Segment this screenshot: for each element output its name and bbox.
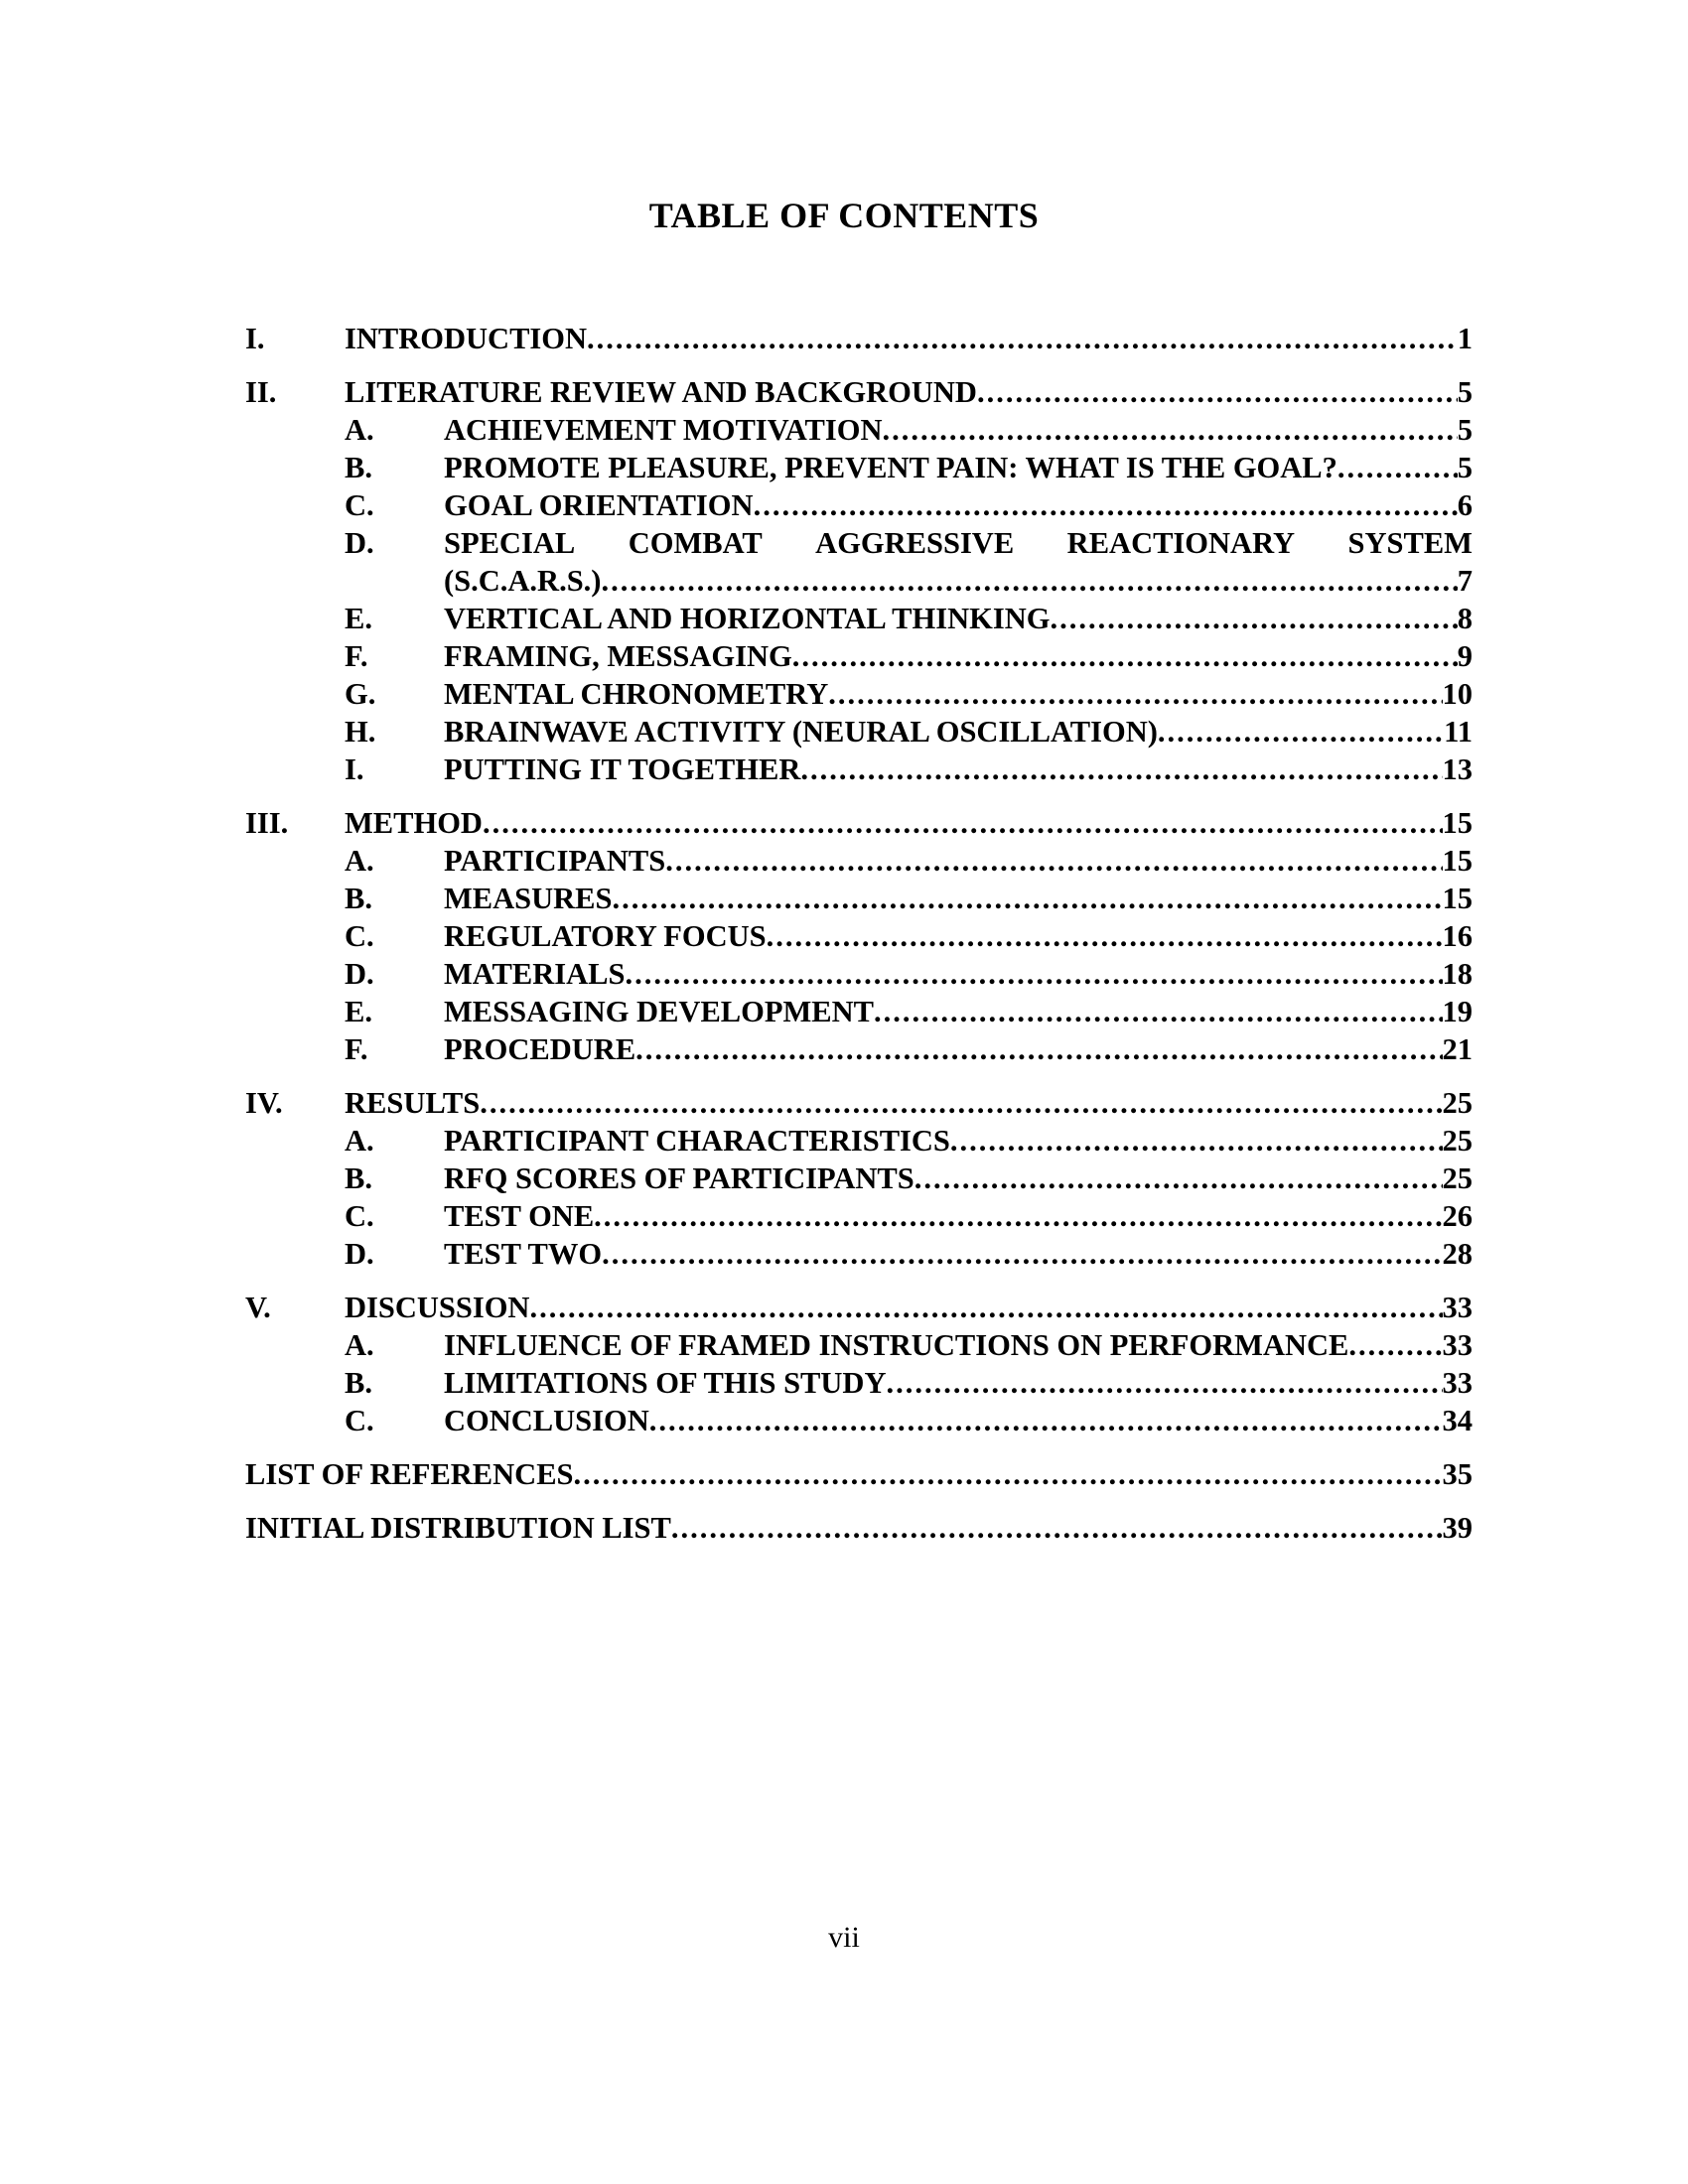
chapter-number: IV. [245,1086,283,1120]
subsection-letter: E. [345,995,372,1028]
toc-back-matter [245,1509,1473,1547]
subsection-page-number: 25 [1442,1161,1473,1195]
toc-subsection-row [245,917,1473,955]
subsection-title-word: SYSTEM [1347,526,1473,560]
subsection-entry[interactable] [444,751,1473,788]
subsection-entry[interactable] [444,955,1473,993]
back-matter-page-number: 39 [1442,1511,1473,1545]
chapter-entry[interactable] [345,373,1473,411]
page-title: TABLE OF CONTENTS [648,196,1040,235]
subsection-entry[interactable] [444,993,1473,1030]
chapter-number: I. [245,322,265,355]
subsection-title-word: REACTIONARY [1066,526,1296,560]
dot-leader [754,486,1458,524]
subsection-letter: A. [345,1328,374,1362]
subsection-title: MEASURES [444,882,613,915]
subsection-letter: H. [345,715,376,749]
dot-leader [977,373,1458,411]
subsection-title: MATERIALS [444,957,626,991]
dot-leader [914,1160,1443,1197]
toc-subsection-row [245,1364,1473,1402]
subsection-entry[interactable] [444,1122,1473,1160]
subsection-entry[interactable] [444,1402,1473,1439]
subsection-page-number: 33 [1442,1328,1473,1362]
dot-leader [882,411,1457,449]
subsection-letter: I. [345,752,364,786]
dot-leader [649,1402,1443,1439]
subsection-page-number: 18 [1442,957,1473,991]
toc-back-matter-row [245,1509,1473,1547]
subsection-entry[interactable] [444,1160,1473,1197]
subsection-title: PROMOTE PLEASURE, PREVENT PAIN: WHAT IS THE GOAL? [444,451,1337,484]
subsection-entry[interactable] [444,880,1473,917]
dot-leader [886,1364,1442,1402]
subsection-title-word: AGGRESSIVE [815,526,1015,560]
subsection-title: BRAINWAVE ACTIVITY (NEURAL OSCILLATION) [444,715,1158,749]
dot-leader [574,1455,1443,1493]
subsection-letter: C. [345,488,374,522]
subsection-title: LIMITATIONS OF THIS STUDY [444,1366,887,1400]
dot-leader [1158,713,1444,751]
subsection-page-number: 5 [1457,413,1473,447]
subsection-title: FRAMING, MESSAGING [444,639,792,673]
subsection-page-number: 25 [1442,1124,1473,1158]
chapter-page-number: 15 [1442,806,1473,840]
dot-leader [1050,600,1457,637]
subsection-page-number: 13 [1442,752,1473,786]
chapter-entry[interactable] [345,320,1473,357]
dot-leader [1348,1326,1442,1364]
toc-subsection-row [245,1030,1473,1068]
subsection-entry[interactable] [444,637,1473,675]
dot-leader [874,993,1443,1030]
dot-leader [665,842,1442,880]
subsection-entry[interactable] [444,411,1473,449]
toc-chapter-row [245,320,1473,357]
toc-subsection-row [245,1160,1473,1197]
toc-chapter-row [245,1289,1473,1326]
subsection-page-number: 21 [1442,1032,1473,1066]
dot-leader [594,1197,1442,1235]
chapter-title: LITERATURE REVIEW AND BACKGROUND [345,375,977,409]
dot-leader [671,1509,1443,1547]
subsection-entry[interactable] [444,917,1473,955]
subsection-entry[interactable] [444,842,1473,880]
subsection-title: TEST TWO [444,1237,603,1271]
toc-section [245,804,1473,1068]
subsection-letter: D. [345,1237,374,1271]
toc-subsection-row-continued [245,562,1473,600]
dot-leader [480,1084,1442,1122]
subsection-page-number: 7 [1457,564,1473,598]
subsection-title: PARTICIPANTS [444,844,666,878]
chapter-entry[interactable] [345,804,1473,842]
dot-leader [601,562,1457,600]
toc-subsection-row [245,751,1473,788]
chapter-page-number: 5 [1457,375,1473,409]
toc-section [245,320,1473,357]
toc-subsection-row [245,880,1473,917]
toc-subsection-row [245,1197,1473,1235]
subsection-page-number: 33 [1442,1366,1473,1400]
subsection-entry[interactable] [444,1235,1473,1273]
subsection-letter: D. [345,526,374,560]
chapter-title: DISCUSSION [345,1291,530,1324]
toc-subsection-row [245,955,1473,993]
toc-chapter-row [245,804,1473,842]
subsection-letter: B. [345,1366,372,1400]
subsection-title-line1[interactable] [444,524,1473,562]
toc-section [245,1084,1473,1273]
page-number: vii [828,1921,860,1954]
toc-back-matter-row [245,1455,1473,1493]
subsection-letter: B. [345,882,372,915]
subsection-letter: G. [345,677,376,711]
dot-leader [612,880,1442,917]
subsection-letter: A. [345,844,374,878]
dot-leader [1337,449,1458,486]
subsection-page-number: 26 [1442,1199,1473,1233]
back-matter-entry[interactable] [245,1509,1473,1547]
chapter-page-number: 25 [1442,1086,1473,1120]
subsection-title: INFLUENCE OF FRAMED INSTRUCTIONS ON PERFORMANCE [444,1328,1349,1362]
dot-leader [950,1122,1443,1160]
dot-leader [767,917,1443,955]
subsection-entry[interactable] [444,486,1473,524]
back-matter-title: LIST OF REFERENCES [245,1457,574,1491]
chapter-title: INTRODUCTION [345,322,588,355]
toc-subsection-row [245,637,1473,675]
subsection-entry[interactable] [444,1326,1473,1364]
toc-section [245,1289,1473,1439]
toc-subsection-row [245,600,1473,637]
subsection-title: RFQ SCORES OF PARTICIPANTS [444,1161,914,1195]
toc-subsection-row [245,675,1473,713]
subsection-title: CONCLUSION [444,1404,649,1437]
subsection-title: MESSAGING DEVELOPMENT [444,995,874,1028]
subsection-letter: B. [345,451,372,484]
toc-subsection-row [245,1122,1473,1160]
subsection-page-number: 8 [1457,602,1473,635]
subsection-letter: D. [345,957,374,991]
subsection-letter: C. [345,1404,374,1437]
subsection-page-number: 6 [1457,488,1473,522]
toc-subsection-row [245,1402,1473,1439]
toc-subsection-row [245,842,1473,880]
subsection-entry[interactable] [444,562,1473,600]
subsection-entry[interactable] [444,713,1473,751]
subsection-title: PUTTING IT TOGETHER [444,752,801,786]
subsection-letter: C. [345,919,374,953]
subsection-letter: F. [345,1032,368,1066]
subsection-page-number: 34 [1442,1404,1473,1437]
subsection-entry[interactable] [444,1197,1473,1235]
subsection-page-number: 5 [1457,451,1473,484]
toc-subsection-row [245,1235,1473,1273]
chapter-title: METHOD [345,806,483,840]
subsection-entry[interactable] [444,1364,1473,1402]
subsection-title: PROCEDURE [444,1032,636,1066]
subsection-title: MENTAL CHRONOMETRY [444,677,829,711]
toc-section [245,373,1473,788]
toc-back-matter [245,1455,1473,1493]
subsection-letter: A. [345,1124,374,1158]
subsection-page-number: 28 [1442,1237,1473,1271]
chapter-page-number: 1 [1457,322,1473,355]
subsection-page-number: 10 [1442,677,1473,711]
dot-leader [625,955,1442,993]
subsection-page-number: 11 [1444,715,1473,749]
chapter-number: III. [245,806,289,840]
back-matter-page-number: 35 [1442,1457,1473,1491]
subsection-title: VERTICAL AND HORIZONTAL THINKING [444,602,1051,635]
chapter-entry[interactable] [345,1289,1473,1326]
dot-leader [587,320,1458,357]
back-matter-title: INITIAL DISTRIBUTION LIST [245,1511,671,1545]
dot-leader [800,751,1442,788]
subsection-page-number: 16 [1442,919,1473,953]
subsection-title: PARTICIPANT CHARACTERISTICS [444,1124,950,1158]
table-of-contents [245,320,1473,1563]
toc-subsection-row [245,1326,1473,1364]
dot-leader [602,1235,1442,1273]
dot-leader [529,1289,1442,1326]
chapter-title: RESULTS [345,1086,481,1120]
dot-leader [635,1030,1442,1068]
subsection-title: (S.C.A.R.S.) [444,564,602,598]
subsection-title: TEST ONE [444,1199,595,1233]
toc-subsection-row [245,713,1473,751]
toc-subsection-row [245,486,1473,524]
back-matter-entry[interactable] [245,1455,1473,1493]
subsection-title-word: SPECIAL [444,526,576,560]
toc-subsection-row [245,524,1473,562]
subsection-letter: C. [345,1199,374,1233]
chapter-entry[interactable] [345,1084,1473,1122]
subsection-title: REGULATORY FOCUS [444,919,767,953]
toc-chapter-row [245,1084,1473,1122]
subsection-letter: E. [345,602,372,635]
chapter-page-number: 33 [1442,1291,1473,1324]
dot-leader [828,675,1442,713]
toc-subsection-row [245,993,1473,1030]
subsection-title-word: COMBAT [628,526,763,560]
subsection-page-number: 9 [1457,639,1473,673]
toc-chapter-row [245,373,1473,411]
subsection-letter: F. [345,639,368,673]
subsection-title: GOAL ORIENTATION [444,488,754,522]
chapter-number: II. [245,375,277,409]
subsection-entry[interactable] [444,1030,1473,1068]
subsection-page-number: 15 [1442,844,1473,878]
subsection-letter: A. [345,413,374,447]
toc-subsection-row [245,449,1473,486]
chapter-number: V. [245,1291,271,1324]
subsection-letter: B. [345,1161,372,1195]
toc-subsection-row [245,411,1473,449]
subsection-entry[interactable] [444,675,1473,713]
subsection-entry[interactable] [444,449,1473,486]
subsection-page-number: 19 [1442,995,1473,1028]
subsection-title: ACHIEVEMENT MOTIVATION [444,413,883,447]
subsection-entry[interactable] [444,600,1473,637]
subsection-page-number: 15 [1442,882,1473,915]
dot-leader [792,637,1458,675]
dot-leader [483,804,1443,842]
